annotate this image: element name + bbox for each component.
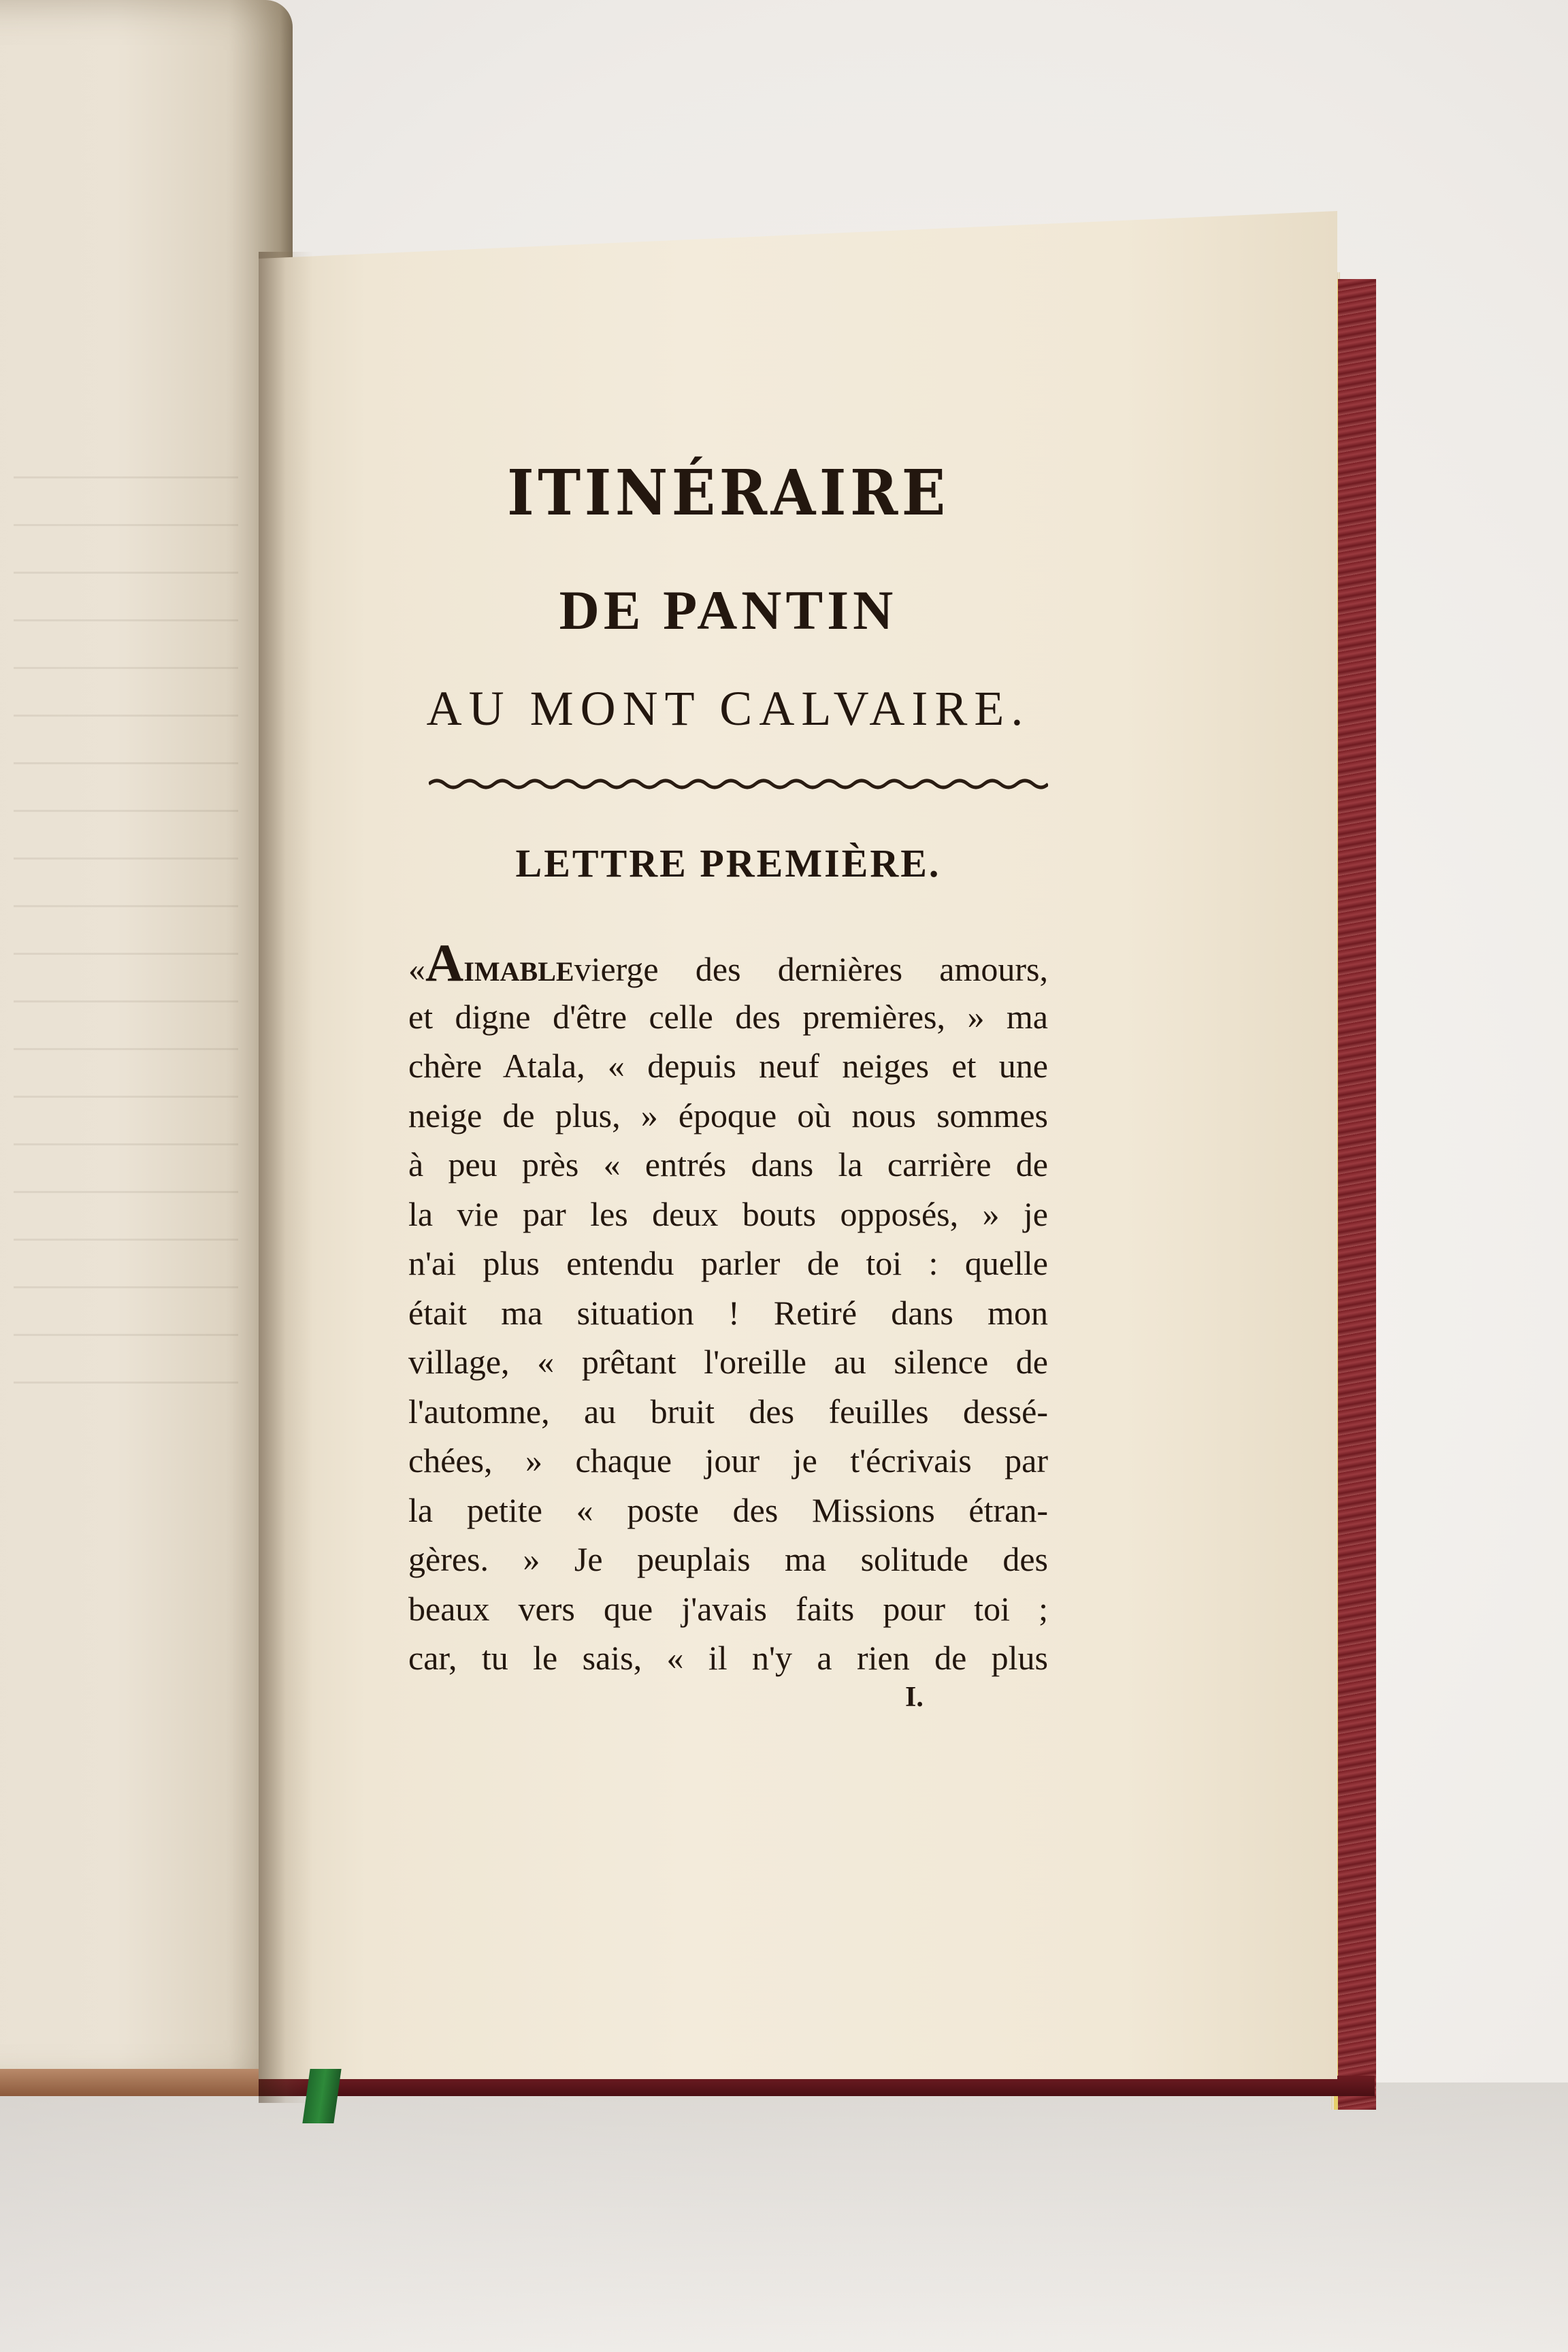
book-cover-edge <box>1334 279 1376 2110</box>
text-line: à peu près « entrés dans la carrière de <box>408 1145 1048 1183</box>
table-shadow <box>0 2082 1568 2352</box>
title-line-3: AU MONT CALVAIRE. <box>426 681 1030 736</box>
text-line: était ma situation ! Retiré dans mon <box>408 1293 1048 1332</box>
text-line: n'ai plus entendu parler de toi : quelle <box>408 1244 1048 1282</box>
chapter-heading: LETTRE PREMIÈRE. <box>515 841 941 885</box>
text-line: beaux vers que j'avais faits pour toi ; <box>408 1589 1048 1628</box>
text-line: et digne d'être celle des premières, » ma <box>408 997 1048 1036</box>
page-gutter-shadow <box>259 252 313 2103</box>
title-line-1: ITINÉRAIRE <box>507 456 949 529</box>
text-line: l'automne, au bruit des feuilles dessé- <box>408 1392 1048 1431</box>
title-line-2: DE PANTIN <box>559 579 898 641</box>
left-page-show-through <box>14 476 238 1429</box>
text-line: la vie par les deux bouts opposés, » je <box>408 1194 1048 1233</box>
text-line: la petite « poste des Missions étran- <box>408 1490 1048 1529</box>
signature-mark: I. <box>905 1682 924 1713</box>
text-line: gères. » Je peuplais ma solitude des <box>408 1540 1048 1578</box>
text-line: village, « prêtant l'oreille au silence de <box>408 1343 1048 1381</box>
text-line-first <box>408 933 1048 992</box>
body-text <box>408 933 1048 1683</box>
left-cover-edge <box>0 2069 293 2096</box>
left-page <box>0 0 293 2089</box>
opening-smallcaps: IMABLE <box>463 956 574 987</box>
text-line: car, tu le sais, « il n'y a rien de plus <box>408 1639 1048 1677</box>
ornamental-rule <box>429 776 1048 792</box>
text-line: vierge des dernières amours, <box>574 950 1048 988</box>
drop-cap: A <box>425 933 464 992</box>
text-line: chées, » chaque jour je t'écrivais par <box>408 1441 1048 1480</box>
opening-quote: « <box>408 950 425 988</box>
text-line: neige de plus, » époque où nous sommes <box>408 1096 1048 1134</box>
text-line: chère Atala, « depuis neuf neiges et une <box>408 1047 1048 1085</box>
